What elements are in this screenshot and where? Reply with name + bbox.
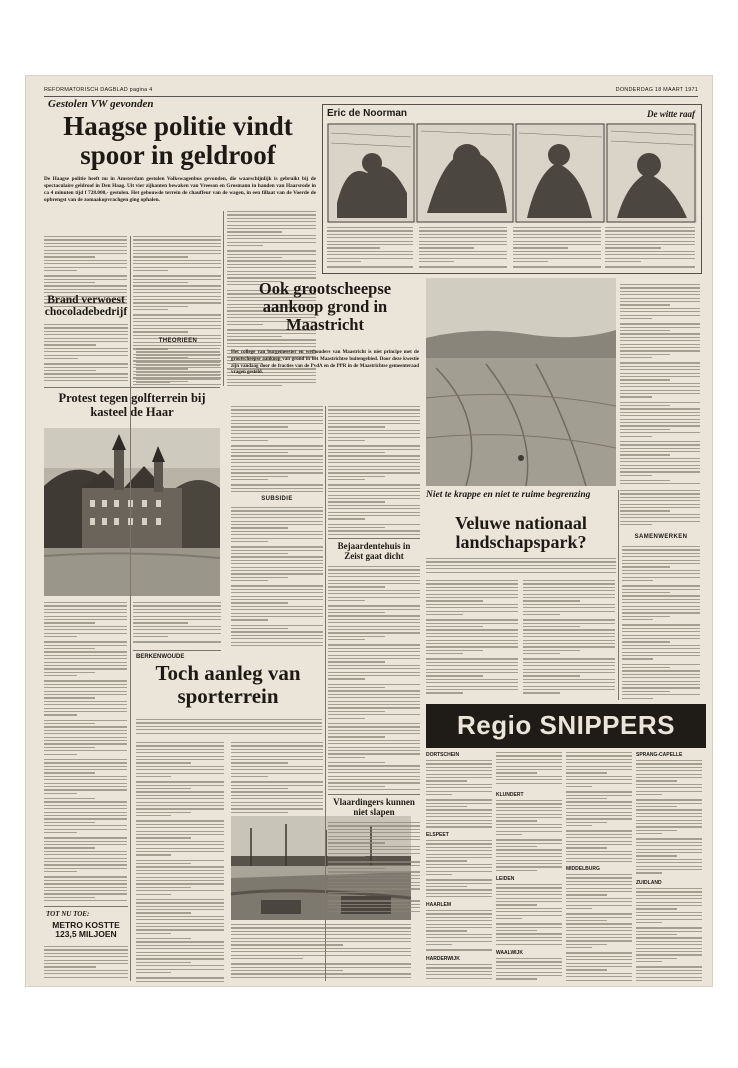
photo-caption-industrial <box>231 924 411 980</box>
theorieen-text <box>136 348 220 386</box>
veluwe-text-col-2 <box>523 580 615 698</box>
regio-text-7a <box>566 752 632 862</box>
sport-kicker: BERKENWOUDE <box>136 654 185 660</box>
masthead <box>44 86 698 97</box>
regio-text-2 <box>426 910 492 954</box>
regio-item-2: HAARLEM <box>426 902 451 908</box>
regio-banner-text: Regio SNIPPERS <box>457 710 675 740</box>
veluwe-text-col-1 <box>426 580 518 698</box>
sport-text-col-1 <box>136 742 224 982</box>
comic-text-1 <box>327 227 413 269</box>
subsidie-text <box>231 507 323 647</box>
metro-text <box>44 946 128 982</box>
sport-headline: Toch aanleg van sporterrein <box>155 661 301 708</box>
castle-photo <box>44 428 220 596</box>
regio-banner <box>426 704 706 748</box>
metro-kicker: TOT NU TOE: <box>46 910 90 918</box>
veluwe-lead <box>426 558 616 576</box>
regio-text-0 <box>426 760 492 830</box>
comic-subtitle: De witte raaf <box>647 109 695 119</box>
regio-item-7: MIDDELBURG <box>566 866 600 872</box>
sport-lead <box>136 719 322 739</box>
veluwe-caption-text <box>620 490 700 530</box>
regio-text-9 <box>636 888 702 982</box>
main-lead: De Haagse politie heeft nu in Amsterdam gestolen Volkswagenbus gevonden, die waarschijnlijk is gebruikt bij de spectaculaire geldroof in Den Haag. Uit vier zijkanten bewaken van Vreeson en Grosmann in handen van Haarsrode in ca 4 minuten tijd f 728.000,- gestolen. Het gebouwde terrein de chauffeur van de wagen, in een fillaat van de Voerde de opbrengst van de zomaakopvrachgen ging ophalen. <box>44 176 316 204</box>
masthead-left: REFORMATORISCH DAGBLAD pagina 4 <box>44 87 153 93</box>
vlaardingers-headline: Vlaardingers kunnen niet slapen <box>333 797 415 817</box>
brand-headline: Brand verwoest chocoladebedrijf <box>44 294 128 319</box>
regio-item-8: SPRANG-CAPELLE <box>636 752 683 758</box>
regio-text-4 <box>496 800 562 874</box>
comic-text-3 <box>513 227 601 269</box>
regio-text-6 <box>496 958 562 982</box>
subhead-subsidie: SUBSIDIE <box>261 496 293 502</box>
regio-text-8 <box>636 760 702 876</box>
veluwe-caption: Niet te krappe en niet te ruime begrenzing <box>426 490 591 500</box>
vlaardingers-text <box>328 822 420 912</box>
main-text-col-3 <box>227 211 316 286</box>
grond-lead: Het college van burgemeester en wethouders van Maastricht is niet principe met de grootscheepse aankoop van grond in het Maastrichtse buitengebied. Door deze kwestie zijn vandaag door de fracties van de PvdA en de PPR in de Maastrichtse gemeenteraad vragen gesteld. <box>231 350 419 376</box>
grond-text-col-2 <box>328 406 420 536</box>
golf-headline: Protest tegen golfterrein bij kasteel de Haar <box>58 391 206 419</box>
regio-text-7 <box>566 874 632 982</box>
regio-item-0: DORTSCHEIN <box>426 752 460 758</box>
sport-text-col-2 <box>231 742 323 814</box>
regio-item-3: HARDERWIJK <box>426 956 460 962</box>
comic-title: Eric de Noorman <box>327 108 408 119</box>
veluwe-headline: Veluwe nationaal landschapspark? <box>455 513 587 553</box>
grond-text-col-1 <box>231 406 323 494</box>
bejaarden-text <box>328 566 420 792</box>
bejaarden-headline: Bejaardentehuis in Zeist gaat dicht <box>337 541 411 561</box>
golf-text-col-1 <box>44 602 127 902</box>
regio-text-3 <box>426 964 492 982</box>
comic-panels <box>327 123 697 223</box>
veluwe-photo <box>426 278 616 486</box>
grond-headline: Ook grootscheepse aankoop grond in Maastricht <box>258 279 392 334</box>
regio-item-9: ZUIDLAND <box>636 880 662 886</box>
veluwe-photo-side-text <box>620 284 700 484</box>
subhead-samenwerken: SAMENWERKEN <box>634 534 688 540</box>
golf-text-col-2 <box>133 602 221 646</box>
comic-text-4 <box>605 227 695 269</box>
masthead-right: DONDERDAG 18 MAART 1971 <box>615 87 698 93</box>
main-kicker: Gestolen VW gevonden <box>48 98 154 110</box>
brand-text <box>44 324 128 382</box>
regio-item-1: ELSPEET <box>426 832 449 838</box>
regio-text-1 <box>426 840 492 900</box>
regio-item-4: KLUNDERT <box>496 792 524 798</box>
regio-item-6: WAALWIJK <box>496 950 523 956</box>
regio-item-5: LEIDEN <box>496 876 515 882</box>
subhead-theorieen: THEORIEEN <box>158 338 198 344</box>
metro-headline: METRO KOSTTE 123,5 MILJOEN <box>52 920 120 940</box>
regio-text-4a <box>496 752 562 788</box>
newspaper-page <box>26 76 712 986</box>
regio-text-5 <box>496 884 562 948</box>
comic-text-2 <box>419 227 507 269</box>
samenwerken-text <box>622 546 700 700</box>
main-headline: Haagse politie vindt spoor in geldroof <box>63 111 293 171</box>
comic-strip <box>322 104 702 274</box>
